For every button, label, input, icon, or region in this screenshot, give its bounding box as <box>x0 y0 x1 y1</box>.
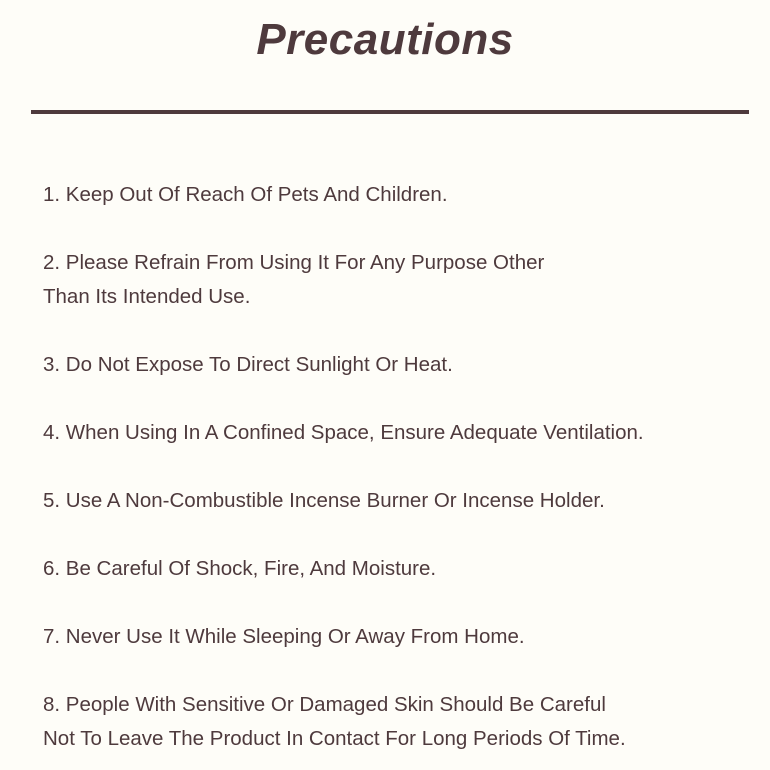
precaution-text: 7. Never Use It While Sleeping Or Away From Home. <box>43 625 525 648</box>
precaution-item-8 <box>43 688 753 756</box>
precaution-item-1 <box>43 178 753 212</box>
precaution-text: 4. When Using In A Confined Space, Ensure Adequate Ventilation. <box>43 421 644 444</box>
precaution-text: 8. People With Sensitive Or Damaged Skin Should Be Careful <box>43 693 606 716</box>
precaution-text-continued: Not To Leave The Product In Contact For Long Periods Of Time. <box>43 727 626 750</box>
precaution-item-5 <box>43 484 753 518</box>
precaution-text: 3. Do Not Expose To Direct Sunlight Or Heat. <box>43 353 453 376</box>
precautions-list <box>43 178 753 770</box>
precaution-text: 1. Keep Out Of Reach Of Pets And Children. <box>43 183 448 206</box>
precaution-text-continued: Than Its Intended Use. <box>43 285 251 308</box>
precaution-text: 5. Use A Non-Combustible Incense Burner Or Incense Holder. <box>43 489 605 512</box>
precaution-item-3 <box>43 348 753 382</box>
precaution-item-6 <box>43 552 753 586</box>
precaution-item-4 <box>43 416 753 450</box>
precaution-item-2 <box>43 246 753 314</box>
precaution-text: 6. Be Careful Of Shock, Fire, And Moisture. <box>43 557 437 580</box>
precaution-text: 2. Please Refrain From Using It For Any Purpose Other <box>43 251 545 274</box>
title-divider <box>31 110 749 114</box>
page-title: Precautions <box>256 15 514 64</box>
precaution-item-7 <box>43 620 753 654</box>
